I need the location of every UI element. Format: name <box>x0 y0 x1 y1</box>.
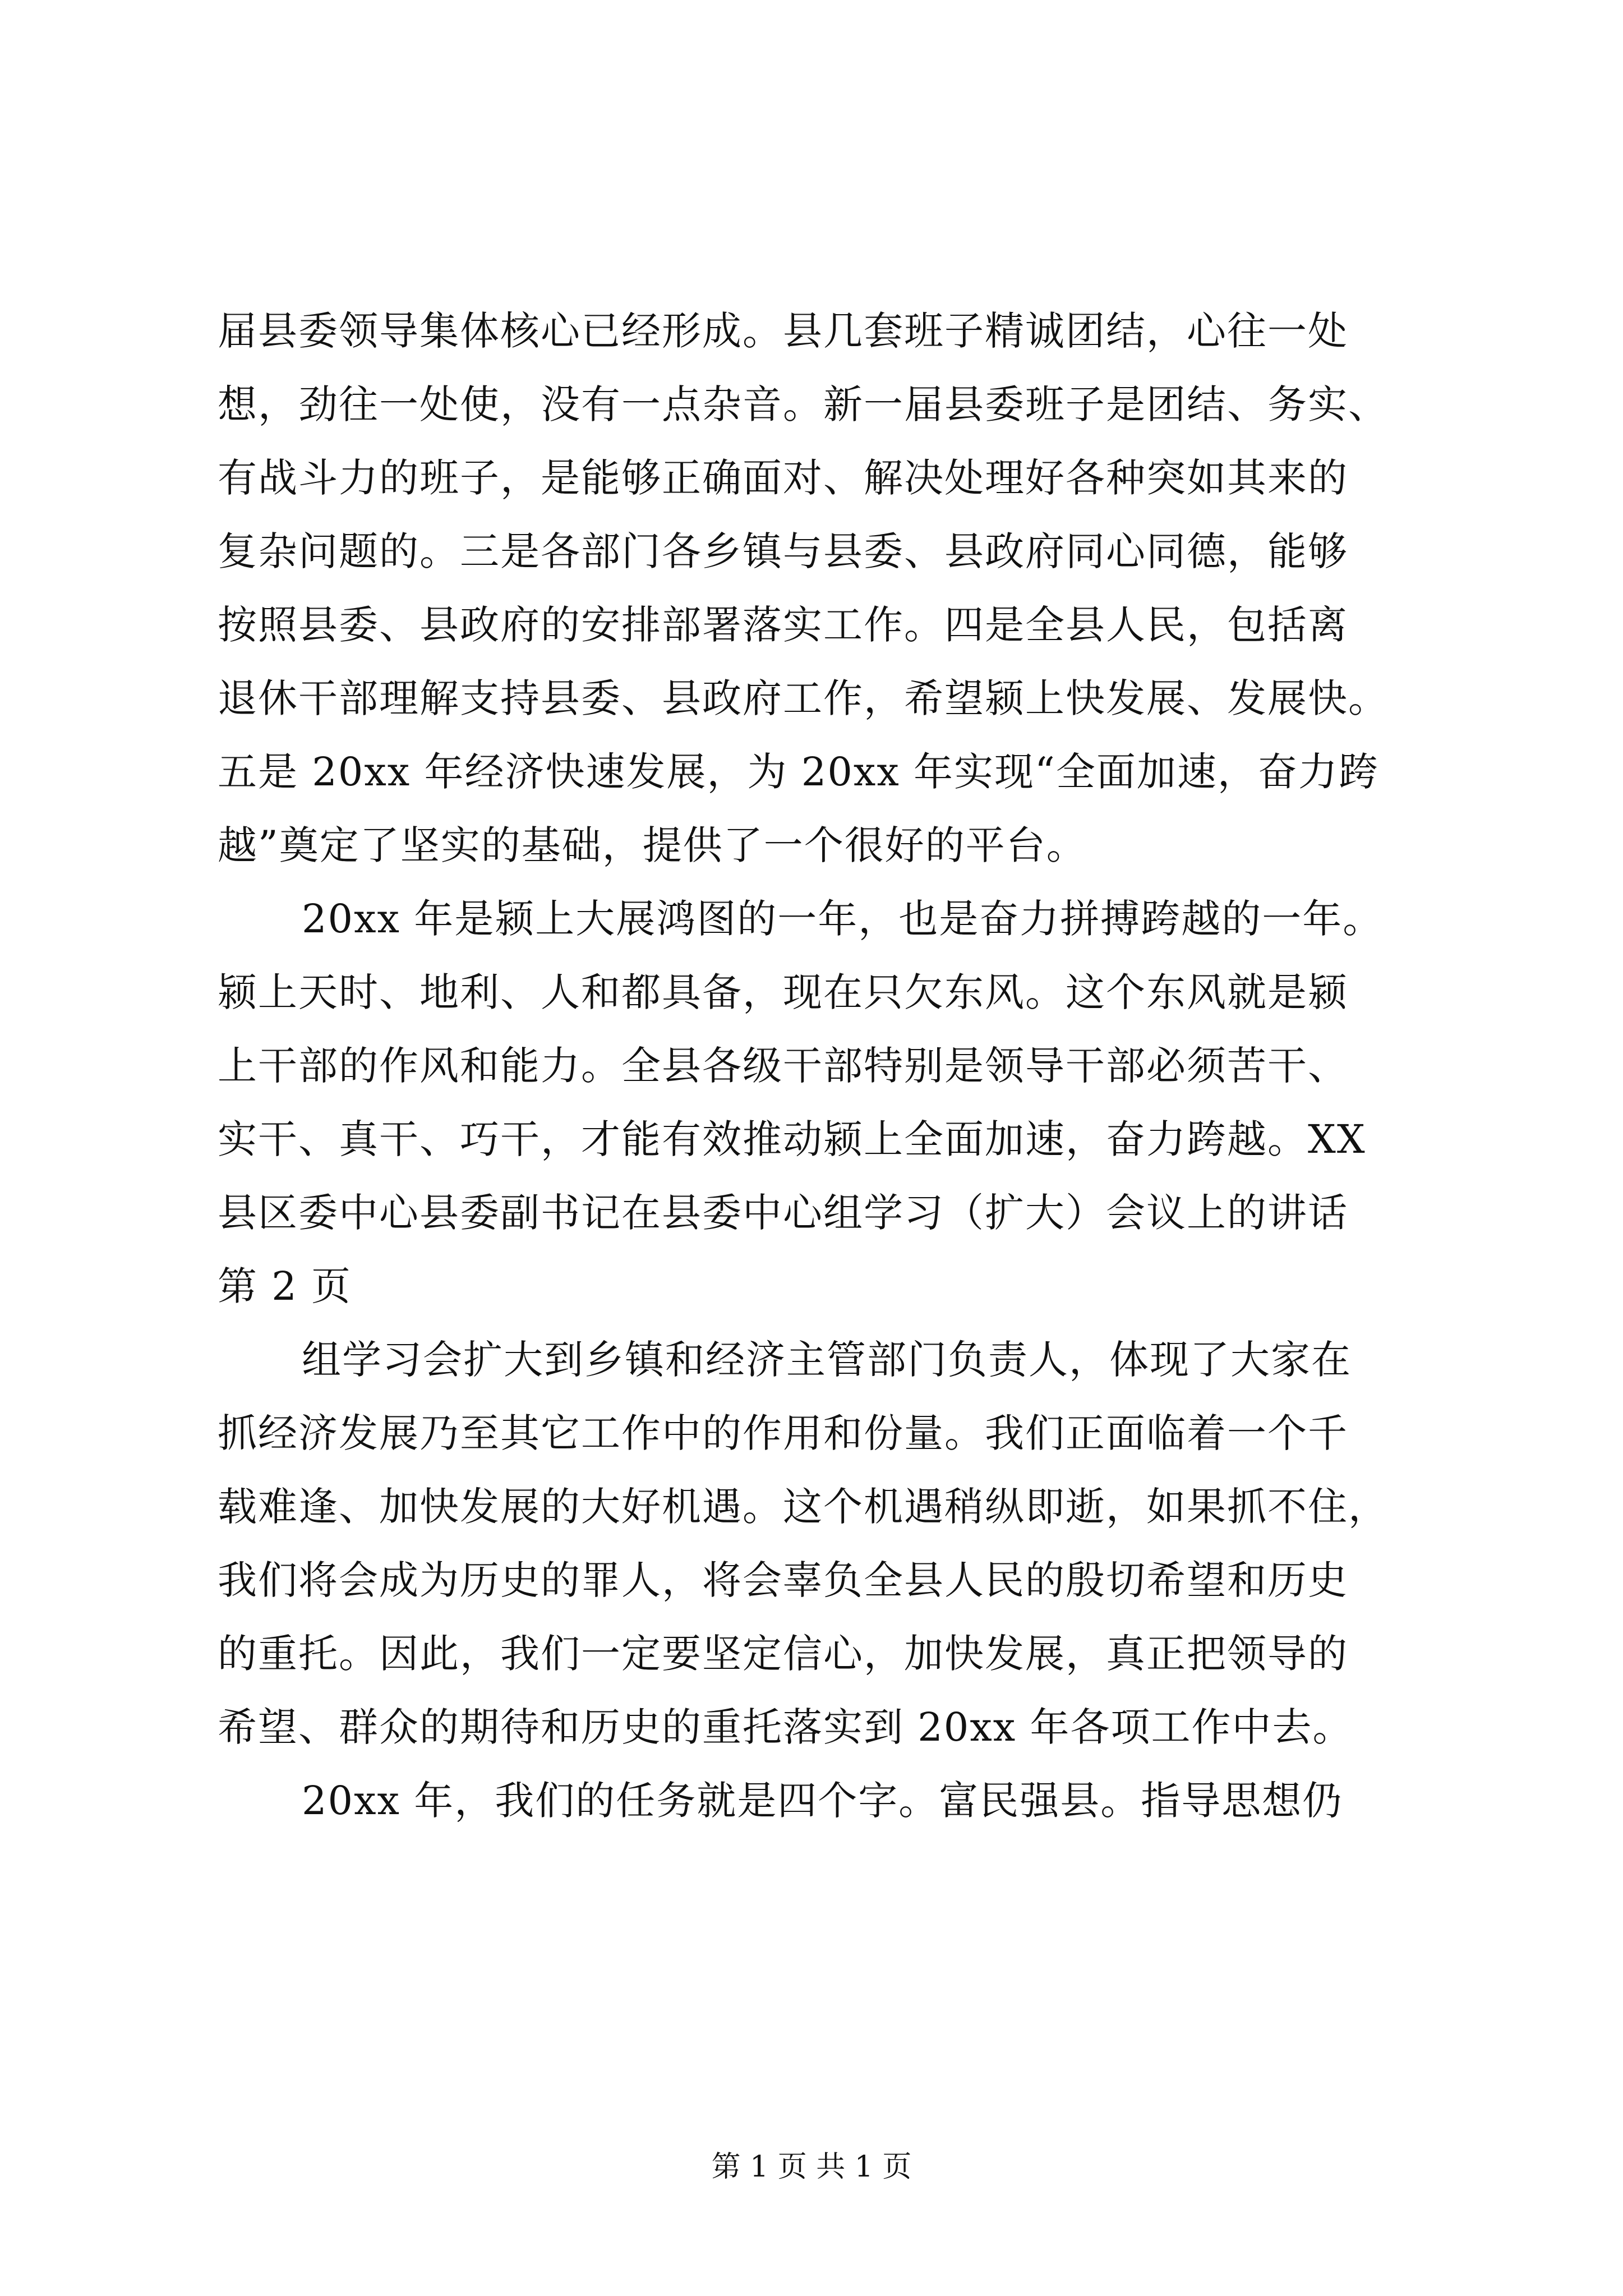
text-line: 有战斗力的班子，是能够正确面对、解决处理好各种突如其来的 <box>218 455 1348 501</box>
page-footer: 第 1 页 共 1 页 <box>711 2150 912 2184</box>
text-line: 退休干部理解支持县委、县政府工作，希望颍上快发展、发展快。 <box>218 675 1389 721</box>
paragraph-start-line: 组学习会扩大到乡镇和经济主管部门负责人，体现了大家在 <box>302 1337 1352 1383</box>
text-line: 的重托。因此，我们一定要坚定信心，加快发展，真正把领导的 <box>218 1631 1348 1677</box>
text-line: 上干部的作风和能力。全县各级干部特别是领导干部必须苦干、 <box>218 1043 1348 1089</box>
text-line: 想，劲往一处使，没有一点杂音。新一届县委班子是团结、务实、 <box>218 381 1389 427</box>
text-line: 我们将会成为历史的罪人，将会辜负全县人民的殷切希望和历史 <box>218 1557 1348 1603</box>
paragraph-start-line: 20xx 年，我们的任务就是四个字。富民强县。指导思想仍 <box>302 1778 1343 1824</box>
body-text <box>218 295 1418 1838</box>
text-line: 颍上天时、地利、人和都具备，现在只欠东风。这个东风就是颍 <box>218 969 1348 1015</box>
text-line: 越”奠定了坚实的基础，提供了一个很好的平台。 <box>218 822 1087 868</box>
text-line: 第 2 页 <box>218 1263 352 1309</box>
text-line: 载难逢、加快发展的大好机遇。这个机遇稍纵即逝，如果抓不住， <box>218 1484 1389 1530</box>
text-line: 抓经济发展乃至其它工作中的作用和份量。我们正面临着一个千 <box>218 1410 1348 1456</box>
text-line: 县区委中心县委副书记在县委中心组学习（扩大）会议上的讲话 <box>218 1190 1348 1236</box>
text-line: 届县委领导集体核心已经形成。县几套班子精诚团结，心往一处 <box>218 308 1348 354</box>
text-line: 五是 20xx 年经济快速发展，为 20xx 年实现“全面加速，奋力跨 <box>218 749 1379 795</box>
text-line: 实干、真干、巧干，才能有效推动颍上全面加速，奋力跨越。XX <box>218 1116 1366 1162</box>
paragraph-start-line: 20xx 年是颍上大展鸿图的一年，也是奋力拼搏跨越的一年。 <box>302 896 1384 942</box>
text-line: 复杂问题的。三是各部门各乡镇与县委、县政府同心同德，能够 <box>218 528 1348 574</box>
text-line: 希望、群众的期待和历史的重托落实到 20xx 年各项工作中去。 <box>218 1704 1353 1750</box>
text-line: 按照县委、县政府的安排部署落实工作。四是全县人民，包括离 <box>218 602 1348 648</box>
